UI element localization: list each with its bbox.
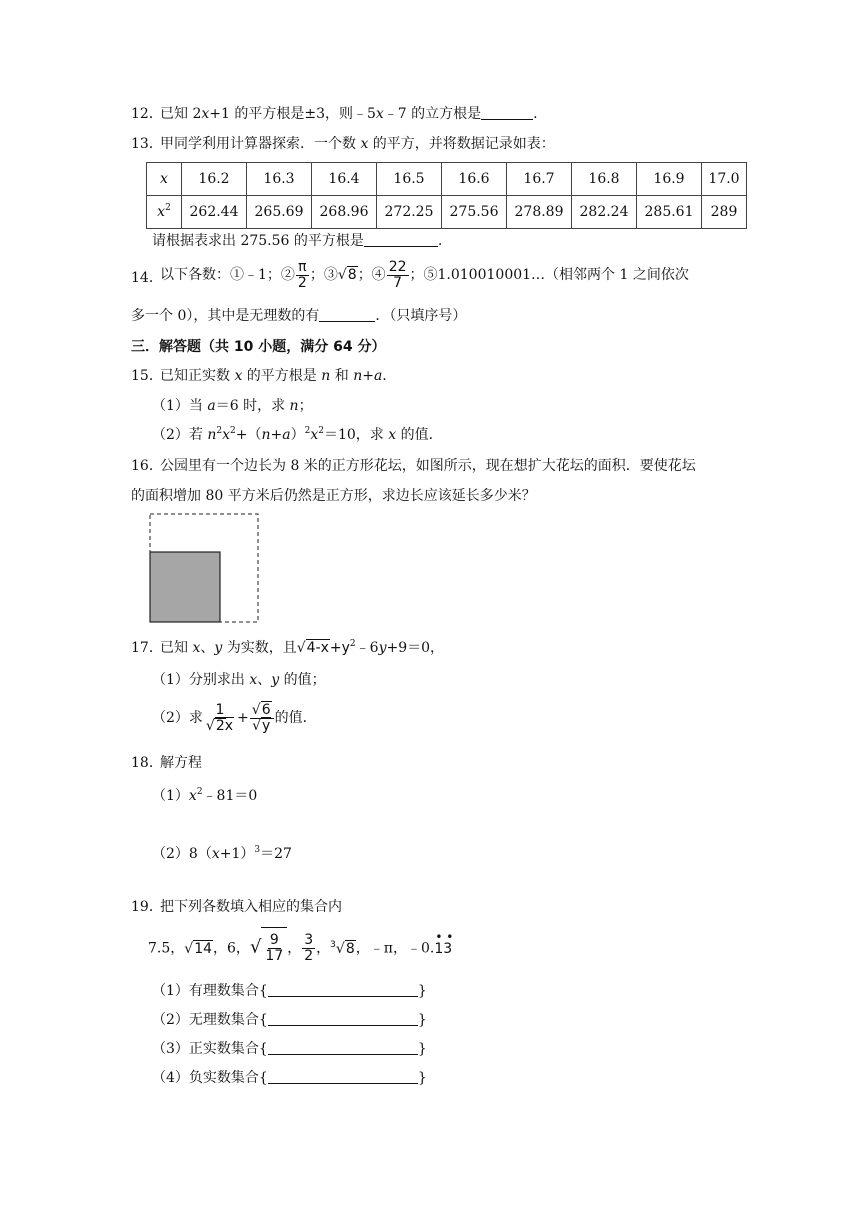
table-cell: 16.9 [637, 163, 702, 196]
fraction-3-over-2: $\frac{3}{2}$ [304, 932, 314, 964]
flowerbed-figure [146, 512, 262, 626]
set-answer-blank[interactable] [268, 1069, 418, 1084]
q17-stem: 已知 x、y 为实数，且$√4-x+y^2﹣6y+9=0$， [160, 636, 444, 660]
table-cell: 278.89 [507, 196, 572, 229]
q12-text: 已知 2x+1 的平方根是±3，则﹣5x﹣7 的立方根是 . [160, 106, 538, 122]
q19-set-rational: （1）有理数集合{ } [152, 983, 427, 999]
set-answer-blank[interactable] [268, 982, 418, 997]
q12-number: 12． [131, 106, 163, 122]
section-title: 三．解答题（共 10 小题，满分 64 分） [131, 339, 386, 355]
q12-answer-blank[interactable] [481, 106, 533, 120]
table-cell: 285.61 [637, 196, 702, 229]
q14-number: 14． [131, 270, 163, 286]
table-row-label-x2: $x^2$ [147, 196, 182, 229]
q14-line1: 以下各数：①﹣1；② $\frac{\pi}{2}$ ；③√8；④ $\frac{22}{7}$ ；⑤1.010010001…（相邻两个 1 之间依次 [160, 257, 689, 293]
q18-number: 18． [131, 755, 163, 771]
table-cell: 282.24 [572, 196, 637, 229]
q15-stem: 已知正实数 x 的平方根是 n 和 n+a. [160, 368, 387, 384]
q13-number: 13． [131, 136, 163, 152]
q19-title: 把下列各数填入相应的集合内 [160, 899, 342, 915]
q16-line2: 的面积增加 80 平方米后仍然是正方形，求边长应该延长多少米？ [131, 488, 536, 504]
table-cell: 16.3 [247, 163, 312, 196]
table-cell: 265.69 [247, 196, 312, 229]
set-answer-blank[interactable] [268, 1011, 418, 1026]
q17-part2: （2）求 $\frac{1}{√2x}$ + $\frac{√6}{√y}$ 的值． [152, 701, 317, 734]
sqrt-8: √8 [337, 267, 357, 283]
cube-root-8: $^3$√8 [330, 939, 355, 957]
sqrt-14: √14 [184, 940, 213, 957]
q18-title: 解方程 [160, 755, 202, 771]
sqrt-4-minus-x: √4-x [296, 640, 329, 656]
table-cell: 289 [702, 196, 747, 229]
q18-part1: $(1)x^2﹣81=0$ [152, 787, 258, 804]
table-cell: 262.44 [182, 196, 247, 229]
q15-part1: （1）当 a＝6 时，求 n； [152, 398, 313, 414]
fraction-22-7: $\frac{22}{7}$ [388, 258, 407, 291]
data-table [146, 162, 747, 229]
table-row [147, 196, 747, 229]
q19-number: 19． [131, 899, 163, 915]
pi-over-two: $\frac{\pi}{2}$ [297, 258, 307, 291]
q15-number: 15． [131, 368, 163, 384]
q18-part2: $(2)8(x+1)^3=27$ [152, 845, 292, 862]
q14-answer-blank[interactable] [319, 308, 375, 322]
table-cell: 16.8 [572, 163, 637, 196]
q19-set-irrational: （2）无理数集合{ } [152, 1012, 427, 1028]
set-answer-blank[interactable] [268, 1040, 418, 1055]
q16-number: 16． [131, 458, 163, 474]
fraction-sqrt6-over-sqrt-y: $\frac{√6}{√y}$ [250, 703, 274, 734]
table-cell: 272.25 [377, 196, 442, 229]
sqrt-9-over-17: √ $\frac{9}{17}$ [250, 927, 287, 968]
table-cell: 16.5 [377, 163, 442, 196]
q13-question: 请根据表求出 275.56 的平方根是 . [152, 233, 443, 249]
q15-part2: （2）若 $n^2x^2+(n+a)^2x^2=10$，求 x 的值． [152, 426, 443, 443]
table-row-label-x: x [147, 163, 182, 196]
q17-number: 17． [131, 640, 163, 656]
q14-line2: 多一个 0），其中是无理数的有 ．（只填序号） [131, 308, 467, 324]
q19-set-negative: （4）负实数集合{ } [152, 1070, 427, 1086]
table-cell: 16.2 [182, 163, 247, 196]
table-cell: 16.4 [312, 163, 377, 196]
q13-answer-blank[interactable] [364, 233, 438, 247]
table-row [147, 163, 747, 196]
original-square [150, 552, 220, 622]
fraction-1-over-sqrt-2x: $\frac{1}{√2x}$ [205, 701, 234, 734]
table-cell: 17.0 [702, 163, 747, 196]
q19-numbers: 7.5，√14，6，√ $\frac{9}{17}$ ， $\frac{3}{2}$ ，$^3$√8，﹣π，﹣0.13 • • [148, 927, 452, 969]
table-cell: 275.56 [442, 196, 507, 229]
q13-intro: 甲同学利用计算器探索．一个数 x 的平方，并将数据记录如表： [160, 136, 555, 152]
table-cell: 268.96 [312, 196, 377, 229]
table-cell: 16.6 [442, 163, 507, 196]
q16-line1: 公园里有一个边长为 8 米的正方形花坛，如图所示，现在想扩大花坛的面积．要使花坛 [160, 458, 696, 474]
q19-set-positive: （3）正实数集合{ } [152, 1041, 427, 1057]
repeating-decimal-13: 13 • • [434, 929, 454, 957]
q17-part1: （1）分别求出 x、y 的值； [152, 672, 326, 688]
table-cell: 16.7 [507, 163, 572, 196]
